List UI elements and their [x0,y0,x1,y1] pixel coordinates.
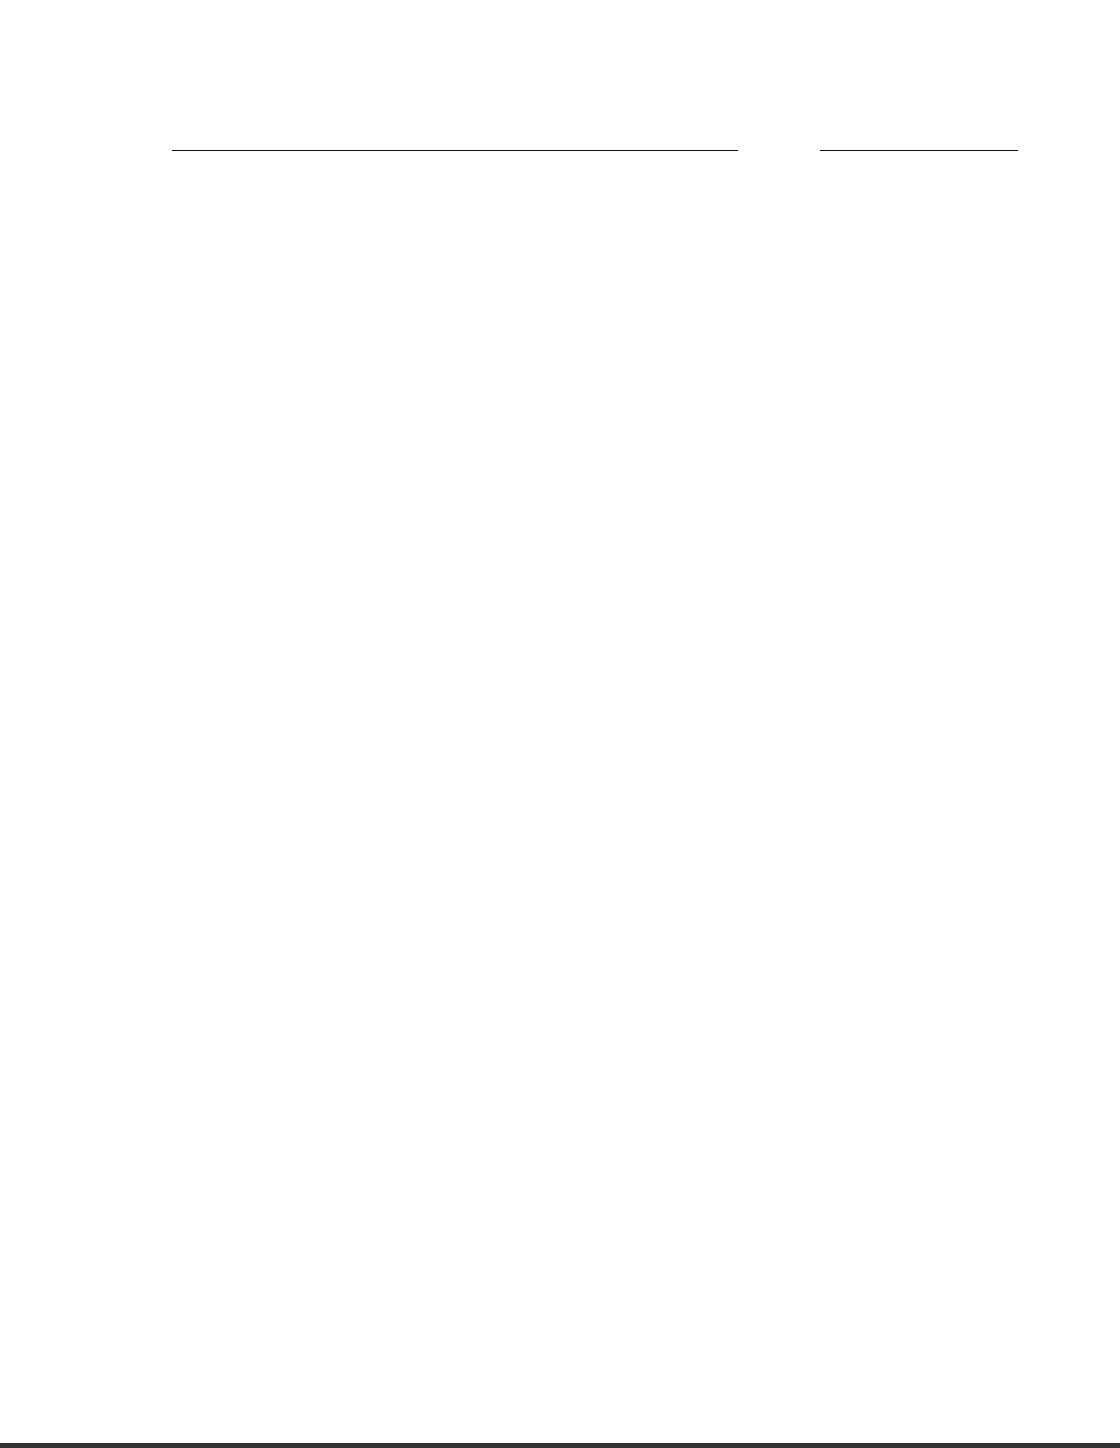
page-bottom-edge [0,1443,1120,1448]
